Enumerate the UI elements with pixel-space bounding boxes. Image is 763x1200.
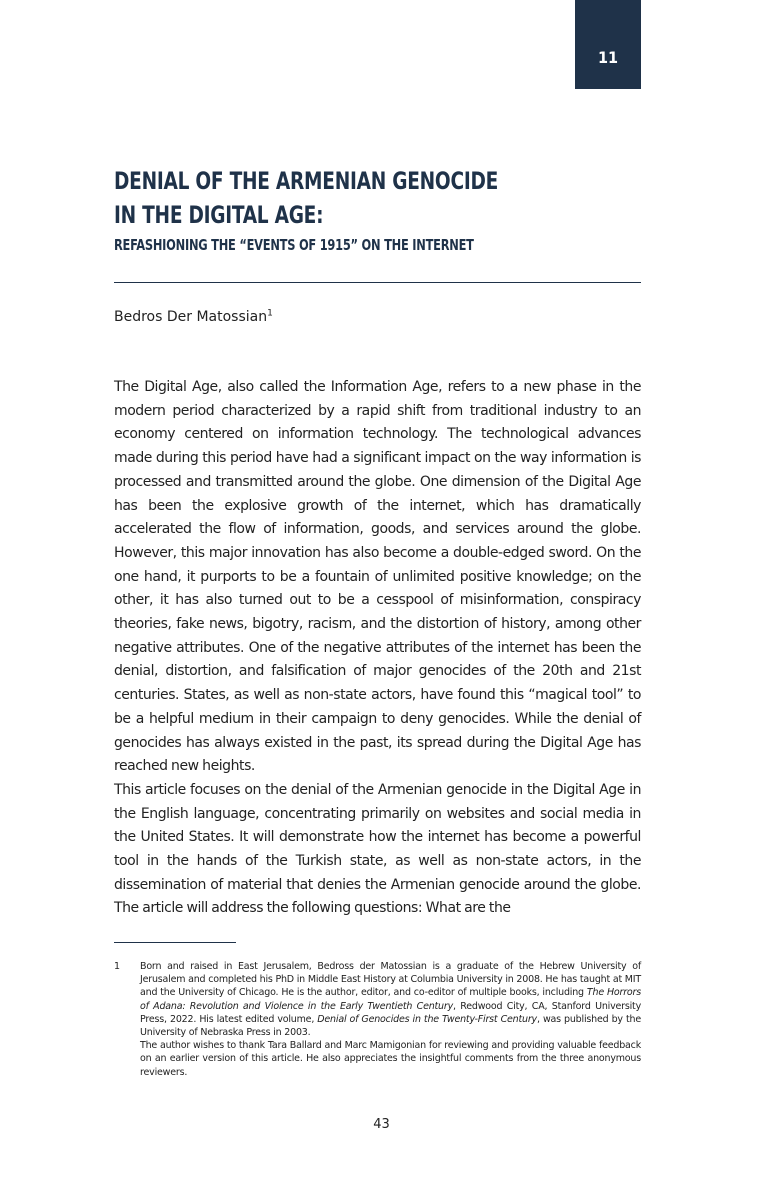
footnote-paragraph: The author wishes to thank Tara Ballard and Marc Mamigonian for reviewing and providing valuable feedback on an earlier version of this article. He also appreciates the insightful comments from the three anonymous reviewers. [140,1040,641,1078]
book-title: Denial of Genocides in the Twenty-First Century [317,1013,537,1025]
footnote-body [140,960,641,1079]
author-name: Bedros Der Matossian [114,309,268,325]
article-subtitle: REFASHIONING THE “EVENTS OF 1915” ON THE INTERNET [114,236,474,254]
footnote-paragraph: Born and raised in East Jerusalem, Bedross der Matossian is a graduate of the Hebrew University of Jerusalem and completed his PhD in Middle East History at Columbia University in 2008. He has taught at MIT and the University of Chicago. He is the author, editor, and co-editor of multiple books, including The Horrors of Adana: Revolution and Violence in the Early Twentieth Century, Redwood City, CA, Stanford University Press, 2022. His latest edited volume, Denial of Genocides in the Twenty-First Century, was published by the University of Nebraska Press in 2003. [140,961,641,1039]
footnote [114,960,641,1079]
footnote-divider [114,942,236,943]
author-footnote-ref: 1 [267,308,273,319]
article-body [114,376,641,921]
title-line-2: IN THE DIGITAL AGE: [114,201,324,229]
book-title: The Horrors of Adana: Revolution and Violence in the Early Twentieth Century [140,987,641,1012]
title-line-1: DENIAL OF THE ARMENIAN GENOCIDE [114,167,499,195]
author-line [114,309,273,325]
body-paragraph: This article focuses on the denial of the Armenian genocide in the Digital Age in the English language, concentrating primarily on websites and social media in the United States. It will demonstrate how the internet has become a powerful tool in the hands of the Turkish state, as well as non-state actors, in the dissemination of material that denies the Armenian genocide around the globe. The article will address the following questions: What are the [114,781,641,917]
article-title [114,164,641,256]
page-number: 43 [373,1117,390,1132]
footnote-number: 1 [114,961,120,972]
title-divider [114,282,641,283]
body-paragraph: The Digital Age, also called the Information Age, refers to a new phase in the modern period characterized by a rapid shift from traditional industry to an economy centered on information technology. The technological advances made during this period have had a significant impact on the way information is processed and transmitted around the globe. One dimension of the Digital Age has been the explosive growth of the internet, which has dramatically accelerated the flow of information, goods, and services around the globe. However, this major innovation has also become a double-edged sword. On the one hand, it purports to be a fountain of unlimited positive knowledge; on the other, it has also turned out to be a cesspool of misinformation, conspiracy theories, fake news, bigotry, racism, and the distortion of history, among other negative attributes. One of the negative attributes of the internet has been the denial, distortion, and falsification of major genocides of the 20th and 21st centuries. States, as well as non-state actors, have found this “magical tool” to be a helpful medium in their campaign to deny genocides. While the denial of genocides has always existed in the past, its spread during the Digital Age has reached new heights. [114,379,641,775]
chapter-number-tab: 11 [575,0,641,89]
